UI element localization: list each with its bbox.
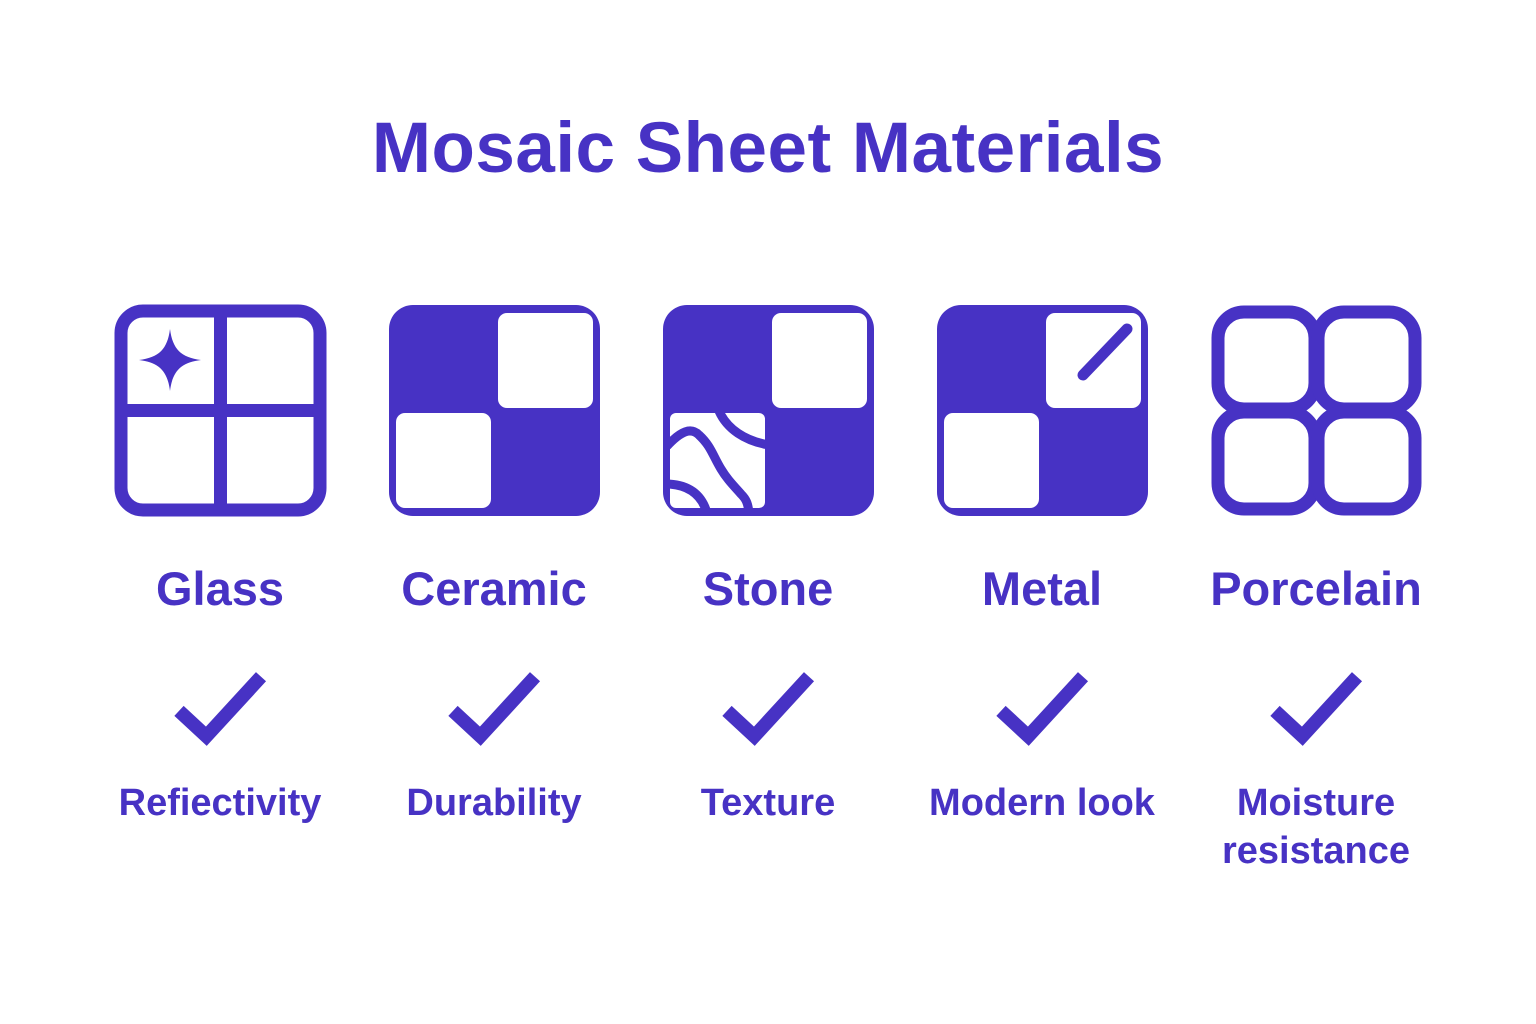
material-feature: Modern look	[929, 782, 1155, 825]
material-column-metal	[906, 303, 1178, 875]
material-column-ceramic	[358, 303, 630, 875]
material-column-stone	[632, 303, 904, 875]
material-column-porcelain	[1180, 303, 1452, 875]
stone-vein-checker-icon	[661, 303, 876, 518]
metal-shine-checker-icon	[935, 303, 1150, 518]
material-feature: Refiectivity	[118, 782, 322, 825]
material-name: Ceramic	[401, 562, 587, 616]
materials-row	[84, 303, 1452, 875]
checkmark-icon	[990, 664, 1094, 746]
checkmark-icon	[168, 664, 272, 746]
material-feature: Texture	[700, 782, 836, 825]
material-name: Stone	[702, 562, 834, 616]
checkmark-icon	[716, 664, 820, 746]
glass-sparkle-grid-icon	[113, 303, 328, 518]
porcelain-four-tiles-icon	[1209, 303, 1424, 518]
material-name: Glass	[155, 562, 285, 616]
ceramic-checkerboard-icon	[387, 303, 602, 518]
material-feature: Moisture resistance	[1221, 782, 1410, 872]
material-column-glass	[84, 303, 356, 875]
material-name: Porcelain	[1210, 562, 1422, 616]
material-feature: Durability	[406, 782, 582, 825]
material-name: Metal	[981, 562, 1103, 616]
checkmark-icon	[442, 664, 546, 746]
checkmark-icon	[1264, 664, 1368, 746]
page-title: Mosaic Sheet Materials	[371, 109, 1165, 188]
